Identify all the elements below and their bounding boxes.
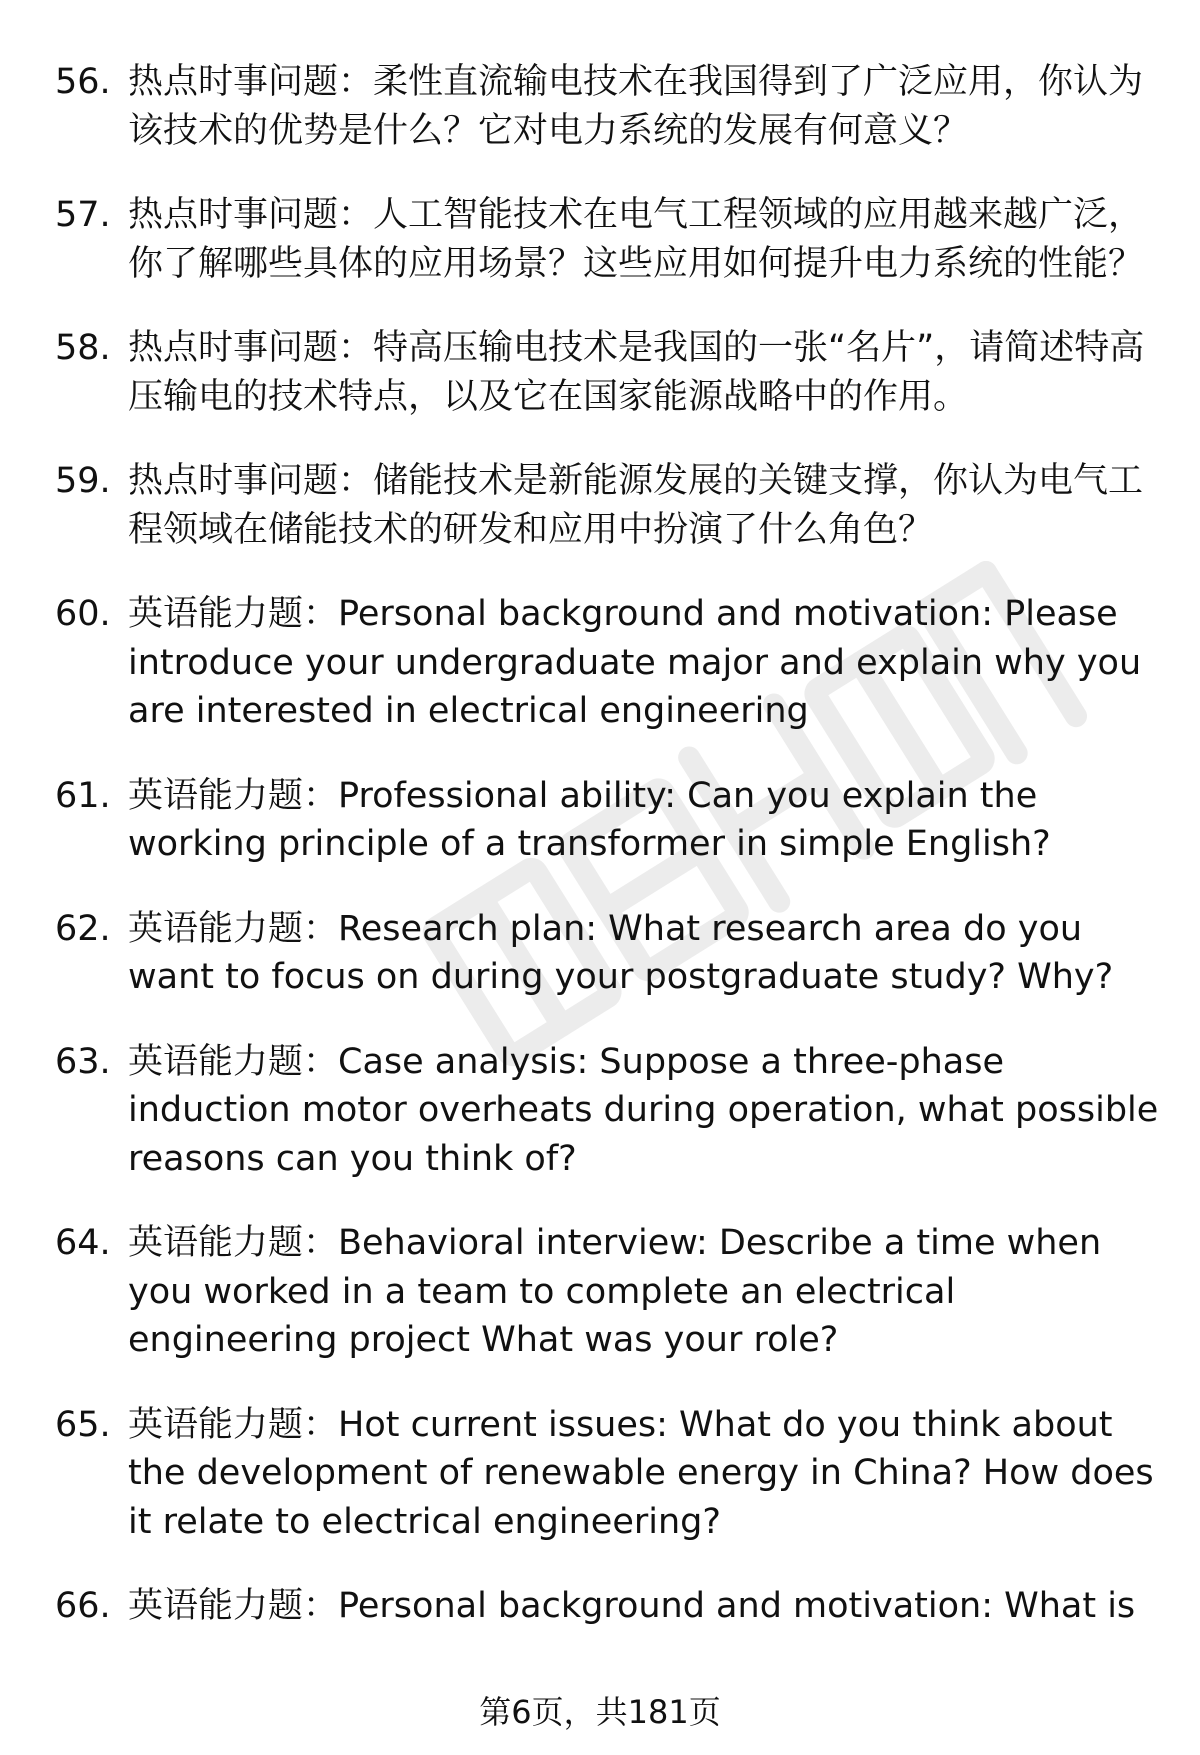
question-category: 热点时事问题： <box>128 328 374 368</box>
question-number: 59. <box>55 461 111 501</box>
list-item <box>0 191 1200 288</box>
question-category: 英语能力题： <box>128 775 339 816</box>
question-body <box>128 457 1160 554</box>
question-body <box>128 1038 1160 1184</box>
question-text: Hot current issues: What do you think about the development of renewable energy in China? How does it relate to electrical engineering? <box>128 1404 1154 1542</box>
question-number: 60. <box>55 594 111 634</box>
question-text: Personal background and motivation: What is <box>338 1586 1136 1626</box>
list-item <box>0 590 1200 736</box>
question-number: 56. <box>55 62 111 102</box>
list-item <box>0 324 1200 421</box>
question-text: Case analysis: Suppose a three-phase induction motor overheats during operation, what possible reasons can you think of? <box>128 1041 1159 1179</box>
question-category: 英语能力题： <box>128 1586 339 1626</box>
question-category: 热点时事问题： <box>128 461 374 501</box>
question-text: Personal background and motivation: Please introduce your undergraduate major and explain why you are interested in electrical engineering <box>128 594 1142 731</box>
question-body <box>128 1219 1160 1365</box>
question-text: 柔性直流输电技术在我国得到了广泛应用，你认为该技术的优势是什么？它对电力系统的发展有何意义？ <box>128 62 1144 151</box>
question-category: 英语能力题： <box>128 594 339 634</box>
question-text: Research plan: What research area do you want to focus on during your postgraduate study? Why? <box>128 908 1114 997</box>
question-text: Behavioral interview: Describe a time when you worked in a team to complete an electrical engineering project What was your role? <box>128 1223 1102 1360</box>
list-item <box>0 1219 1200 1365</box>
list-item <box>0 905 1200 1002</box>
question-text: 人工智能技术在电气工程领域的应用越来越广泛，你了解哪些具体的应用场景？这些应用如何提升电力系统的性能？ <box>128 195 1144 284</box>
question-category: 英语能力题： <box>128 1404 339 1445</box>
list-item <box>0 58 1200 155</box>
list-item <box>0 1582 1200 1631</box>
question-body <box>128 772 1160 869</box>
question-category: 英语能力题： <box>128 1223 339 1263</box>
question-category: 英语能力题： <box>128 908 339 949</box>
question-body <box>128 1582 1160 1631</box>
question-text: Professional ability: Can you explain the working principle of a transformer in simple English? <box>128 775 1051 864</box>
question-number: 58. <box>55 328 111 368</box>
question-text: 储能技术是新能源发展的关键支撑，你认为电气工程领域在储能技术的研发和应用中扮演了什么角色？ <box>128 461 1144 550</box>
list-item <box>0 1401 1200 1547</box>
question-body <box>128 324 1160 421</box>
question-body <box>128 1401 1160 1547</box>
question-number: 63. <box>55 1041 111 1082</box>
list-item <box>0 457 1200 554</box>
list-item <box>0 1038 1200 1184</box>
question-number: 64. <box>55 1223 111 1263</box>
question-number: 62. <box>55 908 111 949</box>
question-number: 57. <box>55 195 111 235</box>
list-item <box>0 772 1200 869</box>
question-number: 65. <box>55 1404 111 1445</box>
question-text: 特高压输电技术是我国的一张“名片”，请简述特高压输电的技术特点，以及它在国家能源战略中的作用。 <box>128 328 1145 417</box>
question-category: 英语能力题： <box>128 1041 339 1082</box>
question-list <box>0 58 1200 1631</box>
page-footer: 第6页，共181页 <box>479 1693 721 1731</box>
question-body <box>128 905 1160 1002</box>
question-body <box>128 590 1160 736</box>
question-body <box>128 58 1160 155</box>
question-category: 热点时事问题： <box>128 195 374 235</box>
question-category: 热点时事问题： <box>128 62 374 102</box>
question-number: 61. <box>55 775 111 816</box>
question-body <box>128 191 1160 288</box>
question-number: 66. <box>55 1586 111 1626</box>
